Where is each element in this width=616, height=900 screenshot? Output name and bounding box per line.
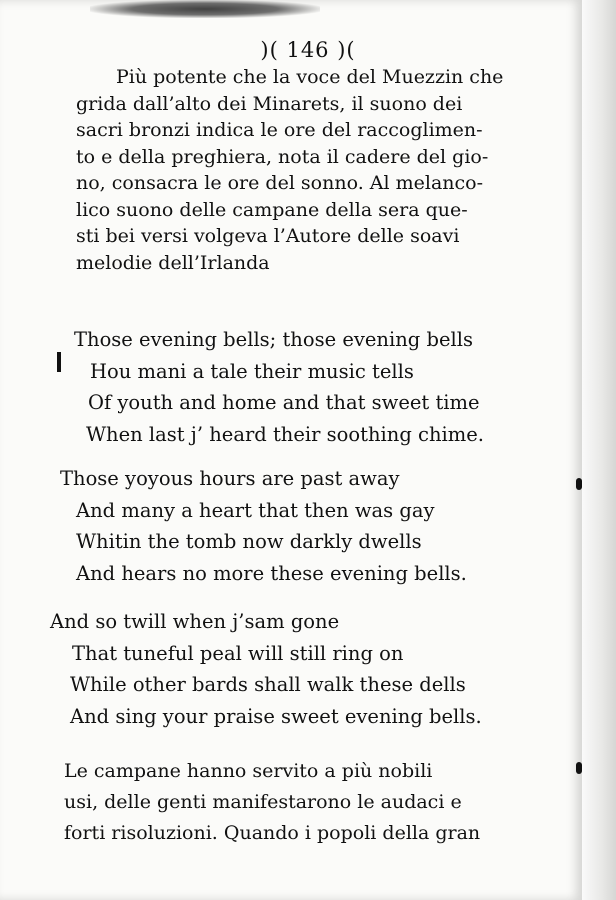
intro-line: to e della preghiera, nota il cadere del gio- xyxy=(76,145,489,168)
closing-line: Le campane hanno servito a più nobili xyxy=(64,760,433,782)
intro-line: lico suono delle campane della sera que- xyxy=(76,198,468,221)
binding-stitch xyxy=(576,762,582,774)
verse-line: And hears no more these evening bells. xyxy=(76,561,467,585)
verse-line: Those evening bells; those evening bells xyxy=(74,328,473,351)
intro-line: sti bei versi volgeva l’Autore delle soavi xyxy=(76,225,460,247)
intro-line: Più potente che la voce del Muezzin che xyxy=(116,66,504,88)
stanza-1 xyxy=(74,324,484,450)
stanza-3 xyxy=(50,606,482,732)
verse-line: And sing your praise sweet evening bells. xyxy=(70,704,482,728)
binding-stitch xyxy=(576,478,582,490)
verse-line: And so twill when j’sam gone xyxy=(50,610,340,633)
page-number: )( 146 )( xyxy=(260,38,356,62)
intro-line: no, consacra le ore del sonno. Al melanco- xyxy=(76,172,484,194)
closing-line: forti risoluzioni. Quando i popoli della gran xyxy=(64,822,481,844)
intro-line: grida dall’alto dei Minarets, il suono dei xyxy=(76,92,463,115)
verse-line: Whitin the tomb now darkly dwells xyxy=(76,530,422,553)
verse-line: And many a heart that then was gay xyxy=(76,498,435,522)
verse-line: Those yoyous hours are past away xyxy=(60,467,400,490)
stanza-2 xyxy=(60,463,467,589)
verse-line: That tuneful peal will still ring on xyxy=(72,641,404,665)
verse-line: While other bards shall walk these dells xyxy=(70,673,466,696)
verse-line: Of youth and home and that sweet time xyxy=(88,391,480,414)
closing-paragraph xyxy=(64,756,526,849)
verse-line: When last j’ heard their soothing chime. xyxy=(86,422,484,446)
scan-shadow xyxy=(90,0,320,18)
intro-paragraph xyxy=(76,64,528,276)
intro-line: melodie dell’Irlanda xyxy=(76,251,270,274)
book-spine xyxy=(582,0,616,900)
verse-line: Hou mani a tale their music tells xyxy=(90,359,414,383)
margin-mark xyxy=(57,352,61,372)
closing-line: usi, delle genti manifestarono le audaci e xyxy=(64,791,462,813)
intro-line: sacri bronzi indica le ore del raccoglimen- xyxy=(76,119,483,141)
